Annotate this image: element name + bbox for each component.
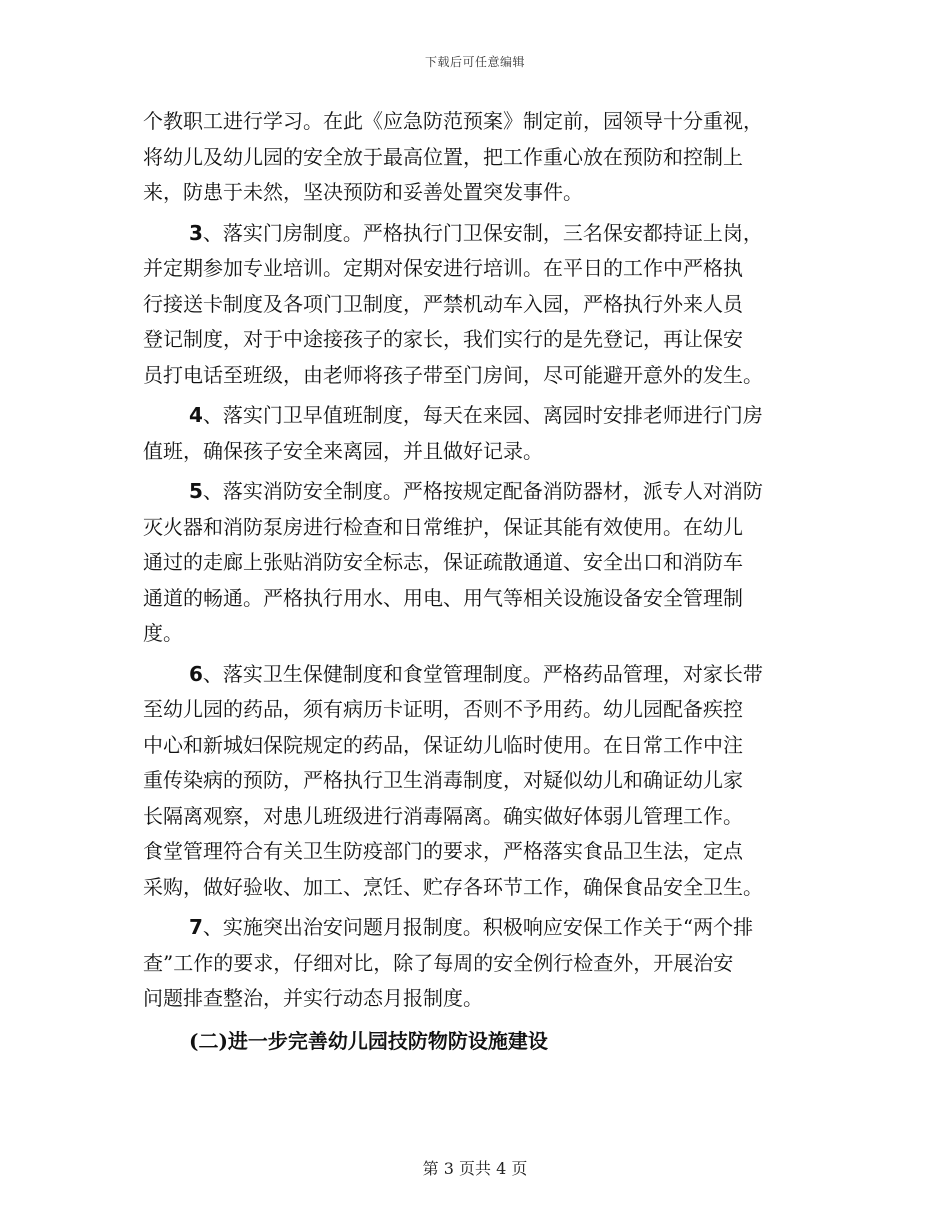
text-line: 个教职工进行学习。在此《应急防范预案》制定前，园领导十分重视，	[143, 109, 763, 133]
text-line: 采购，做好验收、加工、烹饪、贮存各环节工作，确保食品安全卫生。	[143, 874, 763, 899]
text-line: 员打电话至班级，由老师将孩子带至门房间，尽可能避开意外的发生。	[143, 362, 763, 387]
paragraph	[143, 657, 809, 906]
section-heading: (二)进一步完善幼儿园技防物防设施建设	[189, 1028, 548, 1053]
text-line	[143, 398, 809, 434]
text-line: 至幼儿园的药品，须有病历卡证明，否则不予用药。幼儿园配备疾控	[143, 697, 743, 721]
text-line: 食堂管理符合有关卫生防疫部门的要求，严格落实食品卫生法，定点	[143, 839, 743, 863]
text-line	[143, 216, 809, 252]
text-line: 问题排查整治，并实行动态月报制度。	[143, 986, 483, 1010]
text-line: 长隔离观察，对患儿班级进行消毒隔离。确实做好体弱儿管理工作。	[143, 803, 743, 828]
paragraph	[143, 474, 809, 652]
text-segment: 、落实消防安全制度。严格按规定配备消防器材，派专人对消防	[202, 479, 763, 503]
text-line: 中心和新城妇保院规定的药品，保证幼儿临时使用。在日常工作中注	[143, 732, 743, 757]
paragraph	[143, 216, 809, 394]
text-segment: 、实施突出治安问题月报制度。积极响应安保工作关于“两个排	[202, 915, 754, 939]
text-line	[143, 910, 809, 946]
text-line: 登记制度，对于中途接孩子的家长，我们实行的是先登记，再让保安	[143, 327, 743, 351]
item-number: 5	[189, 479, 203, 503]
text-segment: 、落实门卫早值班制度，每天在来园、离园时安排老师进行门房	[202, 403, 763, 427]
item-number: 7	[189, 915, 203, 939]
text-line: 查”工作的要求，仔细对比，除了每周的安全例行检查外，开展治安	[143, 950, 734, 975]
text-segment: 、落实门房制度。严格执行门卫保安制，三名保安都持证上岗，	[202, 220, 763, 245]
text-line: 值班，确保孩子安全来离园，并且做好记录。	[143, 438, 543, 463]
text-line	[143, 474, 809, 510]
item-number: 3	[189, 220, 203, 245]
text-line: 重传染病的预防，严格执行卫生消毒制度，对疑似幼儿和确证幼儿家	[143, 768, 743, 792]
text-line	[143, 657, 809, 693]
paragraph	[143, 104, 809, 211]
paragraph	[143, 910, 809, 1017]
text-line: 灭火器和消防泵房进行检查和日常维护，保证其能有效使用。在幼儿	[143, 514, 743, 539]
page-footer: 第 3 页共 4 页	[422, 1159, 528, 1178]
text-line: 将幼儿及幼儿园的安全放于最高位置，把工作重心放在预防和控制上	[143, 144, 743, 169]
text-line: 并定期参加专业培训。定期对保安进行培训。在平日的工作中严格执	[143, 256, 743, 280]
text-line: 通道的畅通。严格执行用水、用电、用气等相关设施设备安全管理制	[143, 585, 743, 610]
paragraph	[143, 398, 809, 469]
item-number: 4	[189, 403, 203, 427]
text-line: 来，防患于未然，坚决预防和妥善处置突发事件。	[143, 180, 583, 204]
text-line: 通过的走廊上张贴消防安全标志，保证疏散通道、安全出口和消防车	[143, 550, 743, 574]
item-number: 6	[189, 661, 203, 686]
text-line: 度。	[143, 621, 183, 645]
text-line: 行接送卡制度及各项门卫制度，严禁机动车入园，严格执行外来人员	[143, 291, 743, 316]
page-header: 下载后可任意编辑	[424, 55, 525, 69]
text-segment: 、落实卫生保健制度和食堂管理制度。严格药品管理，对家长带	[202, 661, 763, 686]
document-body	[143, 104, 809, 1059]
